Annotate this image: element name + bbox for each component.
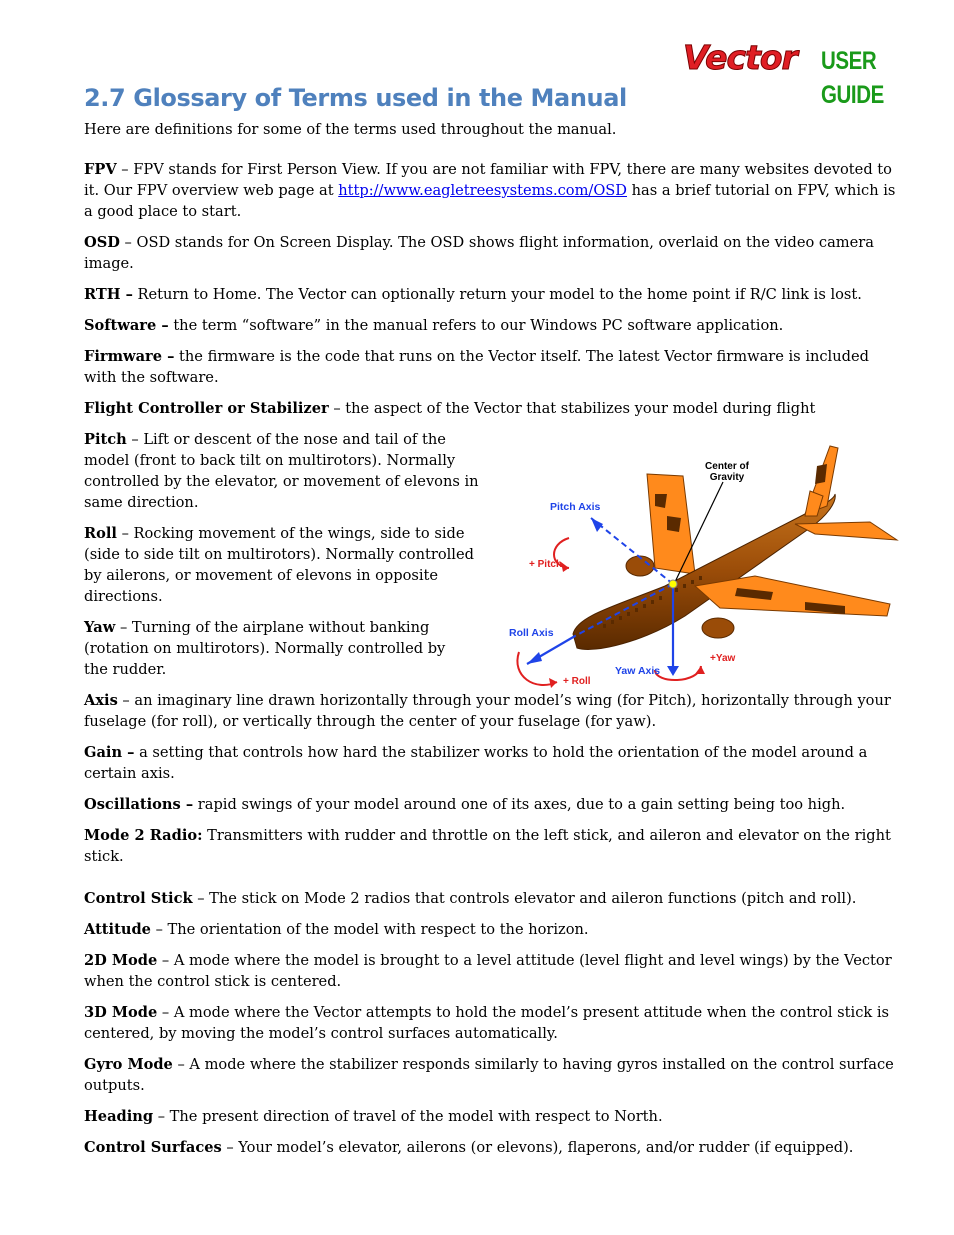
term: Yaw — [84, 619, 116, 636]
glossary-entry-software — [84, 315, 902, 336]
term: Control Stick — [84, 890, 193, 907]
term: Heading — [84, 1108, 154, 1125]
term: Gyro Mode — [84, 1056, 173, 1073]
glossary-entry-oscillations — [84, 794, 902, 815]
osd-overview-link[interactable]: http://www.eagletreesystems.com/OSD — [338, 182, 627, 199]
glossary-entry-control-surfaces: Control Surfaces – Your model’s elevator, ailerons (or elevons), flaperons, and/or rudder (if equipped). — [84, 1139, 854, 1156]
term: Attitude — [84, 921, 151, 938]
center-of-gravity-label-2: Gravity — [709, 472, 745, 483]
pitch-axis-arrow — [591, 518, 603, 532]
definition: Transmitters with rudder and throttle on the left stick, and aileron and elevator on the right stick. — [84, 827, 891, 865]
definition: A mode where the stabilizer responds similarly to having gyros installed on the control surface outputs. — [84, 1056, 894, 1094]
term: Firmware – — [84, 348, 175, 365]
upper-engine — [626, 556, 654, 576]
term: Roll — [84, 525, 117, 542]
term: FPV — [84, 161, 117, 178]
definition: FPV stands for First Person View. If you are not familiar with FPV, there are many websites devoted to it. Our FPV overview web page at — [84, 161, 892, 199]
term: Software – — [84, 317, 169, 334]
definition: the aspect of the Vector that stabilizes your model during flight — [345, 400, 816, 417]
term: OSD — [84, 234, 120, 251]
definition: A mode where the Vector attempts to hold the model’s present attitude when the control stick is centered, by moving the model’s control surfaces automatically. — [84, 1004, 890, 1042]
glossary-entry-pitch: Pitch – Lift or descent of the nose and tail of the model (front to back tilt on multirotors). Normally controlled by the elevator, or movement of elevons in same direction. — [84, 431, 479, 511]
term: Gain – — [84, 744, 135, 761]
intro-text: Here are definitions for some of the terms used throughout the manual. — [84, 121, 617, 138]
yaw-rotation-arrow — [655, 666, 701, 680]
lower-engine — [702, 618, 734, 638]
roll-axis-label: Roll Axis — [509, 627, 554, 639]
glossary-entry-roll: Roll – Rocking movement of the wings, side to side (side to side tilt on multirotors). Normally controlled by ailerons, or movement of elevons in opposite directions. — [84, 525, 474, 605]
lower-wing — [695, 576, 890, 616]
term: Axis — [84, 692, 118, 709]
glossary-entry-attitude: Attitude – The orientation of the model with respect to the horizon. — [84, 921, 589, 938]
vector-logo — [683, 38, 943, 109]
glossary-entry-heading: Heading – The present direction of travel of the model with respect to North. — [84, 1108, 663, 1125]
glossary-entry-yaw: Yaw – Turning of the airplane without banking (rotation on multirotors). Normally controlled by the rudder. — [84, 619, 446, 678]
definition: The stick on Mode 2 radios that controls elevator and aileron functions (pitch and roll). — [209, 890, 857, 907]
plus-roll-label: + Roll — [563, 676, 591, 687]
definition: a setting that controls how hard the stabilizer works to hold the orientation of the model around a certain axis. — [84, 744, 868, 782]
definition: Rocking movement of the wings, side to side (side to side tilt on multirotors). Normally controlled by ailerons, or movement of elevons in opposite directions. — [84, 525, 474, 605]
definition: The orientation of the model with respect to the horizon. — [167, 921, 589, 938]
definition: an imaginary line drawn horizontally through your model’s wing (for Pitch), horizontally through your fuselage (for roll), or vertically through the center of your fuselage (for yaw). — [84, 692, 891, 730]
section-title: 2.7 Glossary of Terms used in the Manual — [84, 84, 627, 112]
glossary-entry-gyro-mode: Gyro Mode – A mode where the stabilizer responds similarly to having gyros installed on the control surface outputs. — [84, 1056, 894, 1094]
definition: Return to Home. The Vector can optionally return your model to the home point if R/C link is lost. — [137, 286, 862, 303]
definition: Lift or descent of the nose and tail of the model (front to back tilt on multirotors). Normally controlled by the elevator, or movement of elevons in same direction. — [84, 431, 479, 511]
definition: the firmware is the code that runs on the Vector itself. The latest Vector firmware is included with the software. — [84, 348, 869, 386]
definition: Turning of the airplane without banking (rotation on multirotors). Normally controlled by the rudder. — [84, 619, 446, 678]
term: RTH – — [84, 286, 133, 303]
glossary-entry-osd: OSD – OSD stands for On Screen Display. The OSD shows flight information, overlaid on the video camera image. — [84, 234, 874, 272]
definition: The present direction of travel of the model with respect to North. — [169, 1108, 663, 1125]
term: Control Surfaces — [84, 1139, 222, 1156]
glossary-entry-2d-mode: 2D Mode – A mode where the model is brought to a level attitude (level flight and level wings) by the Vector when the control stick is centered. — [84, 952, 892, 990]
user-guide-label: USER GUIDE — [821, 47, 884, 109]
term: Oscillations – — [84, 796, 194, 813]
glossary-entry-firmware — [84, 346, 902, 388]
definition: rapid swings of your model around one of its axes, due to a gain setting being too high. — [197, 796, 846, 813]
glossary-entry-control-stick: Control Stick – The stick on Mode 2 radios that controls elevator and aileron functions (pitch and roll). — [84, 890, 857, 907]
definition: Your model’s elevator, ailerons (or elevons), flaperons, and/or rudder (if equipped). — [238, 1139, 854, 1156]
center-of-gravity-marker — [669, 580, 677, 588]
airplane-axes-diagram — [505, 436, 900, 696]
glossary-entry-flight-controller: Flight Controller or Stabilizer – the aspect of the Vector that stabilizes your model during flight — [84, 400, 816, 417]
plus-pitch-label: + Pitch — [529, 559, 563, 570]
yaw-axis-label: Yaw Axis — [615, 665, 661, 677]
glossary-entry-gain — [84, 742, 902, 784]
glossary-entry-3d-mode: 3D Mode – A mode where the Vector attempts to hold the model’s present attitude when the control stick is centered, by moving the model’s control surfaces automatically. — [84, 1004, 890, 1042]
glossary-entry-fpv: FPV – FPV stands for First Person View. If you are not familiar with FPV, there are many websites devoted to it. Our FPV overview web page at http://www.eagletreesystems.com/OSD has a brief tutorial on FPV, which is a good place to start. — [84, 161, 896, 220]
term: Flight Controller or Stabilizer — [84, 400, 329, 417]
term: Pitch — [84, 431, 127, 448]
center-of-gravity-label: Center of — [705, 461, 749, 472]
definition: A mode where the model is brought to a level attitude (level flight and level wings) by the Vector when the control stick is centered. — [84, 952, 892, 990]
term: Mode 2 Radio: — [84, 827, 203, 844]
plus-yaw-label: +Yaw — [710, 653, 736, 664]
glossary-entry-axis: Axis – an imaginary line drawn horizontally through your model’s wing (for Pitch), horizontally through your fuselage (for roll), or vertically through the center of your fuselage (for yaw). — [84, 692, 891, 730]
glossary-entry-rth — [84, 284, 902, 305]
term: 3D Mode — [84, 1004, 158, 1021]
definition: OSD stands for On Screen Display. The OSD shows flight information, overlaid on the video camera image. — [84, 234, 874, 272]
term: 2D Mode — [84, 952, 158, 969]
glossary-entry-mode2-radio — [84, 825, 902, 867]
definition: the term “software” in the manual refers to our Windows PC software application. — [173, 317, 784, 334]
definition-end: has a brief tutorial on FPV, which is a good place to start. — [84, 182, 896, 220]
logo-wordmark: Vector — [683, 38, 797, 77]
pitch-axis-label: Pitch Axis — [550, 501, 601, 513]
horizontal-stabilizer — [795, 522, 897, 540]
